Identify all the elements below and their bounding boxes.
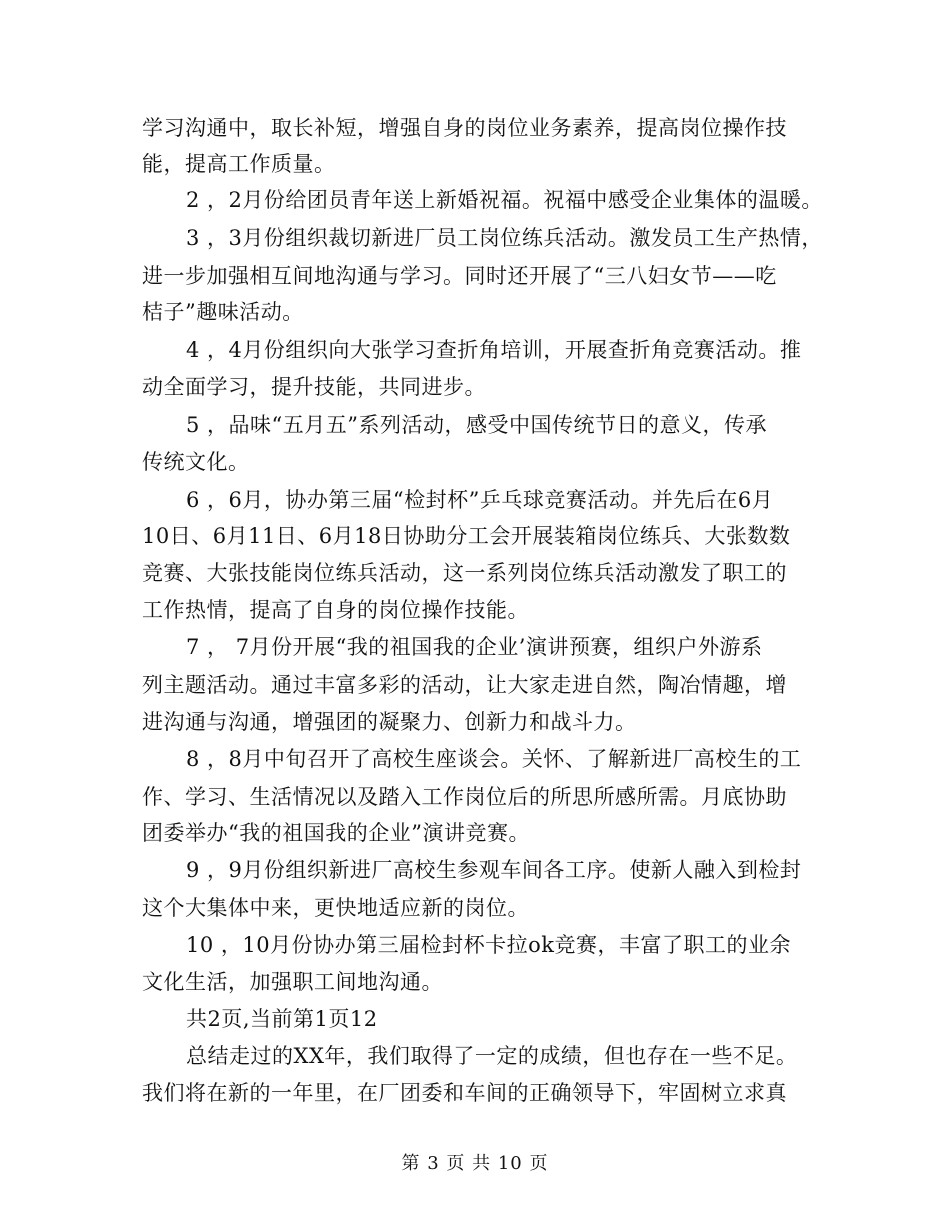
text-line: 文化生活，加强职工间地沟通。 (142, 970, 443, 994)
text-line: 10 ，10月份协办第三届检封杯卡拉ok竞赛，丰富了职工的业余 (186, 933, 791, 957)
text-line: 桔子”趣味活动。 (142, 300, 304, 324)
text-line: 8 ，8月中旬召开了高校生座谈会。关怀、了解新进厂高校生的工 (186, 747, 802, 771)
text-line: 5 ，品味“五月五”系列活动，感受中国传统节日的意义，传承 (186, 413, 768, 437)
text-line: 竞赛、大张技能岗位练兵活动，这一系列岗位练兵活动激发了职工的 (142, 561, 787, 585)
text-line: 学习沟通中，取长补短，增强自身的岗位业务素养，提高岗位操作技 (142, 116, 787, 140)
text-line: 6 ，6月，协办第三届“检封杯”乒乓球竞赛活动。并先后在6月 (186, 488, 774, 512)
text-line: 能，提高工作质量。 (142, 152, 336, 176)
text-line: 这个大集体中来，更快地适应新的岗位。 (142, 896, 529, 920)
text-line: 工作热情，提高了自身的岗位操作技能。 (142, 598, 529, 622)
text-line: 7 ， 7月份开展“我的祖国我的企业’演讲预赛，组织户外游系 (186, 635, 763, 659)
text-line: 作、学习、生活情况以及踏入工作岗位后的所思所感所需。月底协助 (142, 785, 787, 809)
text-line: 2 ，2月份给团员青年送上新婚祝福。祝福中感受企业集体的温暖。 (186, 188, 823, 212)
text-line: 3 ，3月份组织裁切新进厂员工岗位练兵活动。激发员工生产热情， (186, 226, 823, 250)
text-line: 团委举办“我的祖国我的企业”演讲竞赛。 (142, 821, 530, 845)
text-line: 动全面学习，提升技能，共同进步。 (142, 375, 486, 399)
text-line: 共2页,当前第1页12 (186, 1007, 378, 1031)
text-line: 我们将在新的一年里，在厂团委和车间的正确领导下，牢固树立求真 (142, 1081, 787, 1105)
page-footer: 第 3 页 共 10 页 (401, 1153, 549, 1174)
text-line: 列主题活动。通过丰富多彩的活动，让大家走进自然，陶冶情趣，增 (142, 673, 787, 697)
text-line: 9 ，9月份组织新进厂高校生参观车间各工序。使新人融入到检封 (186, 858, 802, 882)
text-line: 10日、6月11日、6月18日协助分工会开展装箱岗位练兵、大张数数 (142, 524, 791, 548)
text-line: 传统文化。 (142, 450, 250, 474)
text-line: 4 ，4月份组织向大张学习查折角培训，开展查折角竞赛活动。推 (186, 338, 802, 362)
text-line: 进沟通与沟通，增强团的凝聚力、创新力和战斗力。 (142, 710, 637, 734)
text-line: 进一步加强相互间地沟通与学习。同时还开展了“三八妇女节——吃 (142, 264, 777, 288)
text-line: 总结走过的XX年，我们取得了一定的成绩，但也存在一些不足。 (186, 1044, 798, 1068)
